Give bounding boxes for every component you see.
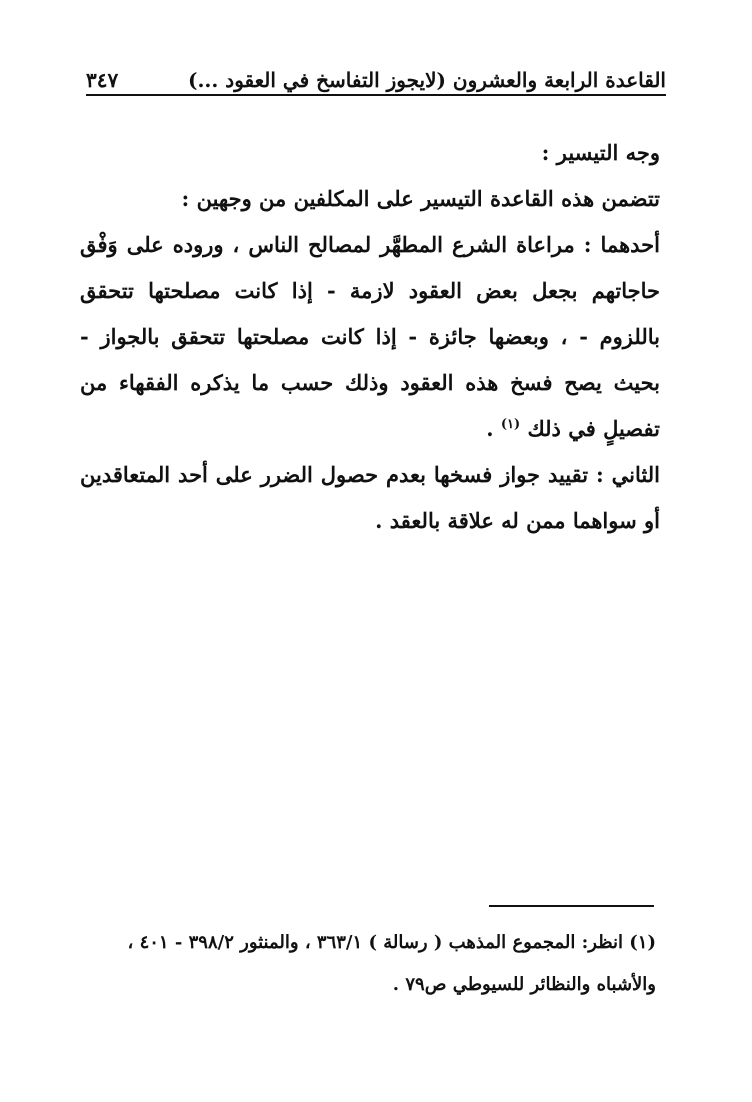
- running-header-title: القاعدة الرابعة والعشرون (لايجوز التفاسخ في العقود ...): [187, 68, 666, 92]
- footnote-line-1: (١) انظر: المجموع المذهب ( رسالة ) ٣٦٣/١ ، والمنثور ٣٩٨/٢ - ٤٠١ ،: [127, 932, 656, 953]
- page-number: ٣٤٧: [86, 68, 119, 92]
- second-aspect-paragraph: الثاني : تقييد جواز فسخها بعدم حصول الضرر على أحد المتعاقدين أو سواهما ممن له علاقة بالعقد .: [80, 462, 660, 533]
- first-aspect-text: أحدهما : مراعاة الشرع المطهَّر لمصالح الناس ، وروده على وَفْق حاجاتهم بجعل بعض العقود لازمة - إذا كانت مصلحتها تتحقق باللزوم - ، وبعضها جائزة - إذا كانت مصلحتها تتحقق بالجواز - بحيث يصح فسخ هذه العقود وذلك حسب ما يذكره الفقهاء من تفصيلٍ في ذلك: [80, 232, 660, 441]
- main-text: [80, 130, 660, 544]
- footnote-reference: (١): [500, 417, 521, 432]
- section-heading: وجه التيسير :: [541, 140, 660, 165]
- running-header: [86, 52, 666, 92]
- footnote-divider: [489, 905, 654, 907]
- footnotes: [80, 922, 656, 1006]
- footnote-line-2: والأشباه والنظائر للسيوطي ص٧٩ .: [392, 974, 656, 995]
- first-aspect-end: .: [486, 416, 501, 441]
- first-aspect-paragraph: [80, 222, 660, 452]
- intro-paragraph: تتضمن هذه القاعدة التيسير على المكلفين من وجهين :: [181, 186, 660, 211]
- header-divider: [86, 94, 666, 96]
